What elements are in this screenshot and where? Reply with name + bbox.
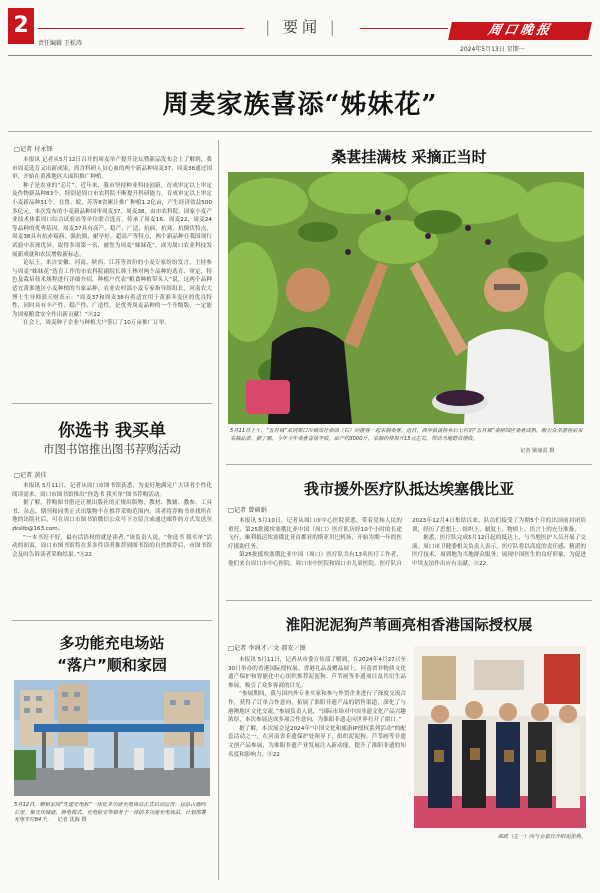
article6-caption: 郝政（左一）向与会嘉宾介绍泥泥狗。 [497, 834, 586, 840]
article2-bottom-rule [12, 620, 212, 621]
article6-para-2: “参展期间，我与国内外专业买家和参与外贸企业进行了深度交流合作，获得了订单合作意向，拓展了淮阳非遗产品的销售渠道，深化了与港澳地区文化交流。”参展负责人说，“国际市场对中国非遗文化产品兴趣浓厚，本次参展达成多项合作意向，为淮阳非遗走向世界打开了窗口。” [228, 691, 406, 724]
article4-bottom-rule [226, 464, 592, 465]
lead-headline-rule [8, 131, 592, 132]
article1-bottom-rule [12, 403, 212, 404]
lead-headline: 周麦家族喜添“姊妹花” [162, 90, 438, 120]
article5-body [228, 517, 586, 595]
masthead-left-rule [38, 28, 244, 29]
masthead-right-rule [360, 28, 448, 29]
article4-caption-text: 5月11日上午，“五月城”来到周口市城郊社桑园（右）向游客一起采摘桑葚。近日，西华县黄桥乡后七村的“五月城”桑树园区桑葚成熟，吸引众多游客前来采摘品尝。据了解，今年今年桑葚喜获丰收，亩产约3000斤，采摘价格每斤15元左右，带动当地群众增收。 [230, 428, 583, 442]
article5-byline: □记者 曾硕娟 [228, 507, 267, 514]
article6-byline: □记者 李润才／文 郝安／图 [228, 645, 306, 652]
article1-byline: □记者 付永锋 [14, 146, 53, 153]
article2-body [12, 482, 212, 612]
article5-para-1: 本报讯 5月10日，记者从周口市中心医院获悉，带着党和人民的重托，第25批援埃塞俄比亚中国（周口）医疗队历经10个小时的长途飞行，顺利抵达埃塞俄比亚首都亚的斯亚贝巴机场，开始为期一年的医疗援助任务。 [228, 518, 402, 550]
article6-body [228, 656, 406, 878]
article5-para-3: 据悉，医疗队完成5月12日起的抵达上，与当地医护人员开展了交流。周口市卫健委相关负责人表示，医疗队将以高度的责任感、精湛的医疗技术，周到地为当地群众服务，展现中国医生的良好形象，为促进中埃友谊作出应有贡献。Ⓢ22 [412, 535, 586, 567]
article3-title-line2: “落户”顺和家园 [57, 656, 167, 674]
editor-credit: 责任编辑 王松涛 [38, 40, 82, 47]
article4-title: 桑葚挂满枝 采摘正当时 [331, 148, 487, 166]
article1-para-3: 论坛上，来自安徽、河南、陕西、江苏等省份的小麦专家纷纷发言，主持参与周麦“姊妹花”选育工作的市农科院副院长韩王林对两个品种的选育、审定、特色及栽培技术规程进行详细介绍，种植户代表“粮食种植带头人”说，这两个品种适宜黄淮地区小麦种植的当家品种，农业农村部小麦专家指导组组长、河南农大博士生导师郭天财表示：“周麦37和周麦38有着适宜用于黄淮冬麦区的优良特性，同时具有丰产性、稳产性、广适性，是优秀周麦品种的一个升级版，一定能为国家粮食安全作出新贡献！”Ⓢ22 [12, 260, 212, 318]
article2-para-1: 本报讯 5月11日，记者从周口市图书馆获悉，为更好地满足广大读者个性化阅读需求，周口市图书馆推出“你选书 我买单”图书荐购活动。 [12, 483, 212, 498]
section-label-text: 要闻 [282, 18, 321, 36]
article3-credit: 记者 沈海 摄 [57, 817, 87, 824]
article6-para-3: 据了解，本次展会是2024年“中国文化和旅游IP授权系列活动”的配套活动之一，在河南省非遗保护处领导下，组织泥泥狗、芦苇画等非遗文创产品参展，为淮阳非遗产业发展注入新动能，提升了淮阳非遗的知名度和影响力。Ⓢ22 [228, 725, 406, 758]
mulberry-photo [228, 172, 584, 424]
article3-title-line1: 多功能充电场站 [59, 634, 165, 652]
article6-title: 淮阳泥泥狗芦苇画亮相香港国际授权展 [285, 618, 533, 634]
page-number: 2 [8, 8, 34, 44]
article2-subtitle: 市图书馆推出图书荐购活动 [43, 442, 181, 456]
masthead-bottom-rule [8, 55, 592, 56]
article2-para-2: 据了解，荐购图书借还正规出版社的正规出版物，教材、教辅、教参、工具书、杂志、期刊和同类正式出版物不在推荐采购范围内。读者将荐购书单找所在地的出版社后，可在周口市图书馆微信公众号下方留言或通过邮件的方式发送至zkslib@163.com。 [12, 500, 212, 532]
charging-station-photo [14, 680, 210, 796]
article1-para-1: 本报讯 记者从5月12日召开的周麦单产提升论坛暨新品发布会上了解到，我市周麦选育又出新成果，尚含科研人员心血的两个新品种周麦37、周麦38通过国审，开始在黄淮地区大面积推广种植。 [12, 157, 212, 181]
article5-bottom-rule [226, 600, 592, 601]
article6-para-1: 本报讯 5月11日，记者从市委宣传部了解到，在2024年4月27日至30日举办的香港国际授权展、香港礼品及赠品展上，河南省非物质文化遗产保护和智能化中心组织推荐泥泥狗、芦苇画等非遗项目及其衍生品参展，吸引了众多客商的目光。 [228, 657, 406, 689]
column-divider [218, 140, 219, 880]
article3-caption-text: 5月12日，顺和家园“先建充电桩”一体化多功能充电场站正式启动运营。这站占地约公里，集光伏储能、换电模式、充电桩安等服务于一体的多功能充电场站，计划部署充电车位84个。 [14, 802, 206, 824]
issue-date: 2024年5月13日 星期一 [460, 46, 525, 53]
article2-para-3: “一本书好不好，最有话语权的就是读者。”该负责人说，“你选书 我买单”活动的初衷，周口市图书馆将在多多件读者推荐到图书馆的自然推荐后，市图书馆会及时告诉读者采购结果。”Ⓢ22 [12, 534, 212, 558]
expo-photo [414, 646, 586, 828]
section-label: | 要闻 | [265, 18, 339, 36]
article4-credit: 记者 梁丽雷 摄 [520, 448, 555, 454]
article2-title: 你选书 我买单 [58, 421, 166, 441]
article1-para-2: 种子是农业的“芯片”。近年来，我市坚持种业科技创新，育成审定以上审定及作物新品种83个，特别是周口市农科院不断提升科研能力，育成审定以上审定小麦新品种31个，在鲁、皖、苏等8省累计推广种植1.2亿亩，产生经济效益500多亿元。本次发布的小麦新品种国审周麦37、周麦38，由市农科院、国家小麦产业技术体系周口综合试验站等单位联合选育，传承了周麦16、周麦22、周麦24等品种的优秀基因。周麦37具有高产、稳产、广适、抗病、抗寒、抗倒伏特点，周麦38具有抗赤霉病、强抗倒、耐旱好、超高产等特点，两个新品种在我国现行试验中表现优异，取得多项第一名，被誉为周麦“姊妹花”，成为周口农业科技发展新成就和农民增收新标志。 [12, 182, 212, 258]
article2-byline: □记者 黄佳 [14, 472, 47, 479]
article1-para-4: 在会上，周麦种子企业与种植大户签订了10万亩推广订单。 [23, 320, 170, 327]
newspaper-logo: 周口晚报 [448, 22, 592, 40]
article3-caption [14, 802, 210, 842]
article1-body [12, 156, 212, 390]
article5-para-2: 第25批援埃塞俄比亚中国（周口）医疗队共有13名医疗工作者，他们来自周口市中心医院、周口市中医院和周口市儿童医院。医疗队自2023年12月4日集结以来，队员们接受了为期5个月的出国前封闭培训，经历了思想上、组织上、制度上、物质上、语言上的充分准备。 [228, 518, 586, 567]
article5-title: 我市援外医疗队抵达埃塞俄比亚 [303, 480, 514, 498]
